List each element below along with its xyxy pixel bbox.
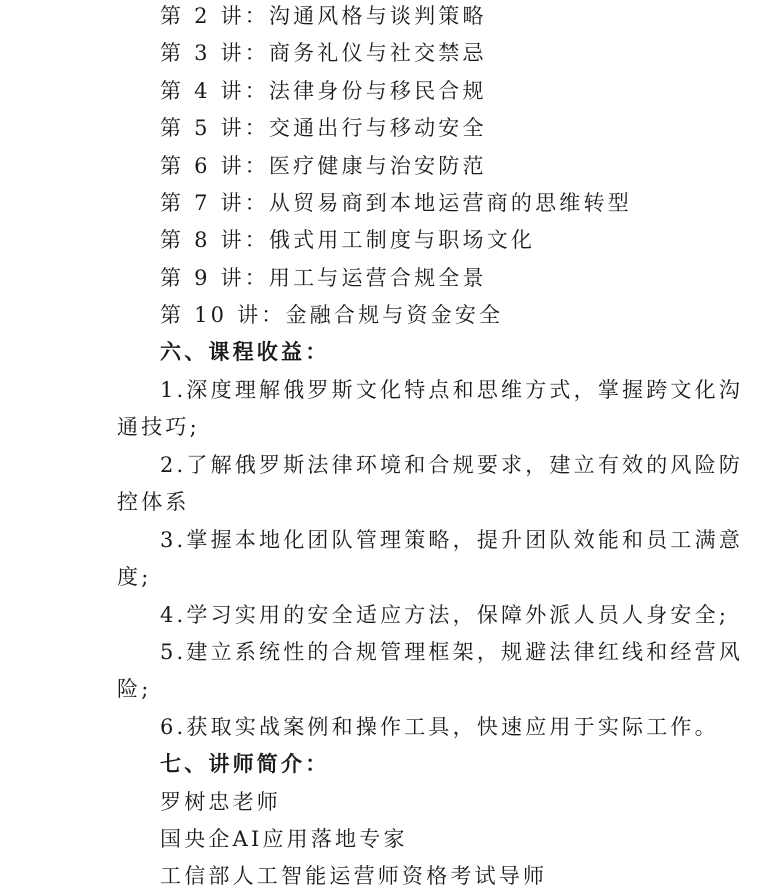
lecture-item: 第 8 讲：俄式用工制度与职场文化 xyxy=(160,228,536,252)
benefit-item-continuation: 度; xyxy=(117,565,152,589)
instructor-title: 国央企AI应用落地专家 xyxy=(160,827,408,851)
benefit-item: 1.深度理解俄罗斯文化特点和思维方式，掌握跨文化沟 xyxy=(160,378,744,402)
benefit-item: 6.获取实战案例和操作工具，快速应用于实际工作。 xyxy=(160,715,719,739)
lecture-item: 第 7 讲：从贸易商到本地运营商的思维转型 xyxy=(160,191,632,215)
lecture-item: 第 4 讲：法律身份与移民合规 xyxy=(160,79,487,103)
lecture-item: 第 10 讲：金融合规与资金安全 xyxy=(160,303,504,327)
instructor-name: 罗树忠老师 xyxy=(160,790,281,814)
lecture-item: 第 5 讲：交通出行与移动安全 xyxy=(160,116,487,140)
section-heading: 七、讲师简介： xyxy=(160,751,330,776)
lecture-item: 第 3 讲：商务礼仪与社交禁忌 xyxy=(160,41,487,65)
instructor-title: 工信部人工智能运营师资格考试导师 xyxy=(160,864,548,888)
benefit-item: 2.了解俄罗斯法律环境和合规要求，建立有效的风险防 xyxy=(160,453,744,477)
lecture-item: 第 2 讲：沟通风格与谈判策略 xyxy=(160,4,487,28)
benefit-item-continuation: 控体系 xyxy=(117,490,190,514)
benefit-item-continuation: 险; xyxy=(117,677,152,701)
benefit-item: 3.掌握本地化团队管理策略，提升团队效能和员工满意 xyxy=(160,528,744,552)
benefit-item-continuation: 通技巧; xyxy=(117,415,200,439)
benefit-item: 4.学习实用的安全适应方法，保障外派人员人身安全; xyxy=(160,603,730,627)
section-heading: 六、课程收益： xyxy=(160,339,330,364)
lecture-item: 第 6 讲：医疗健康与治安防范 xyxy=(160,154,487,178)
benefit-item: 5.建立系统性的合规管理框架，规避法律红线和经营风 xyxy=(160,640,744,664)
lecture-item: 第 9 讲：用工与运营合规全景 xyxy=(160,266,487,290)
